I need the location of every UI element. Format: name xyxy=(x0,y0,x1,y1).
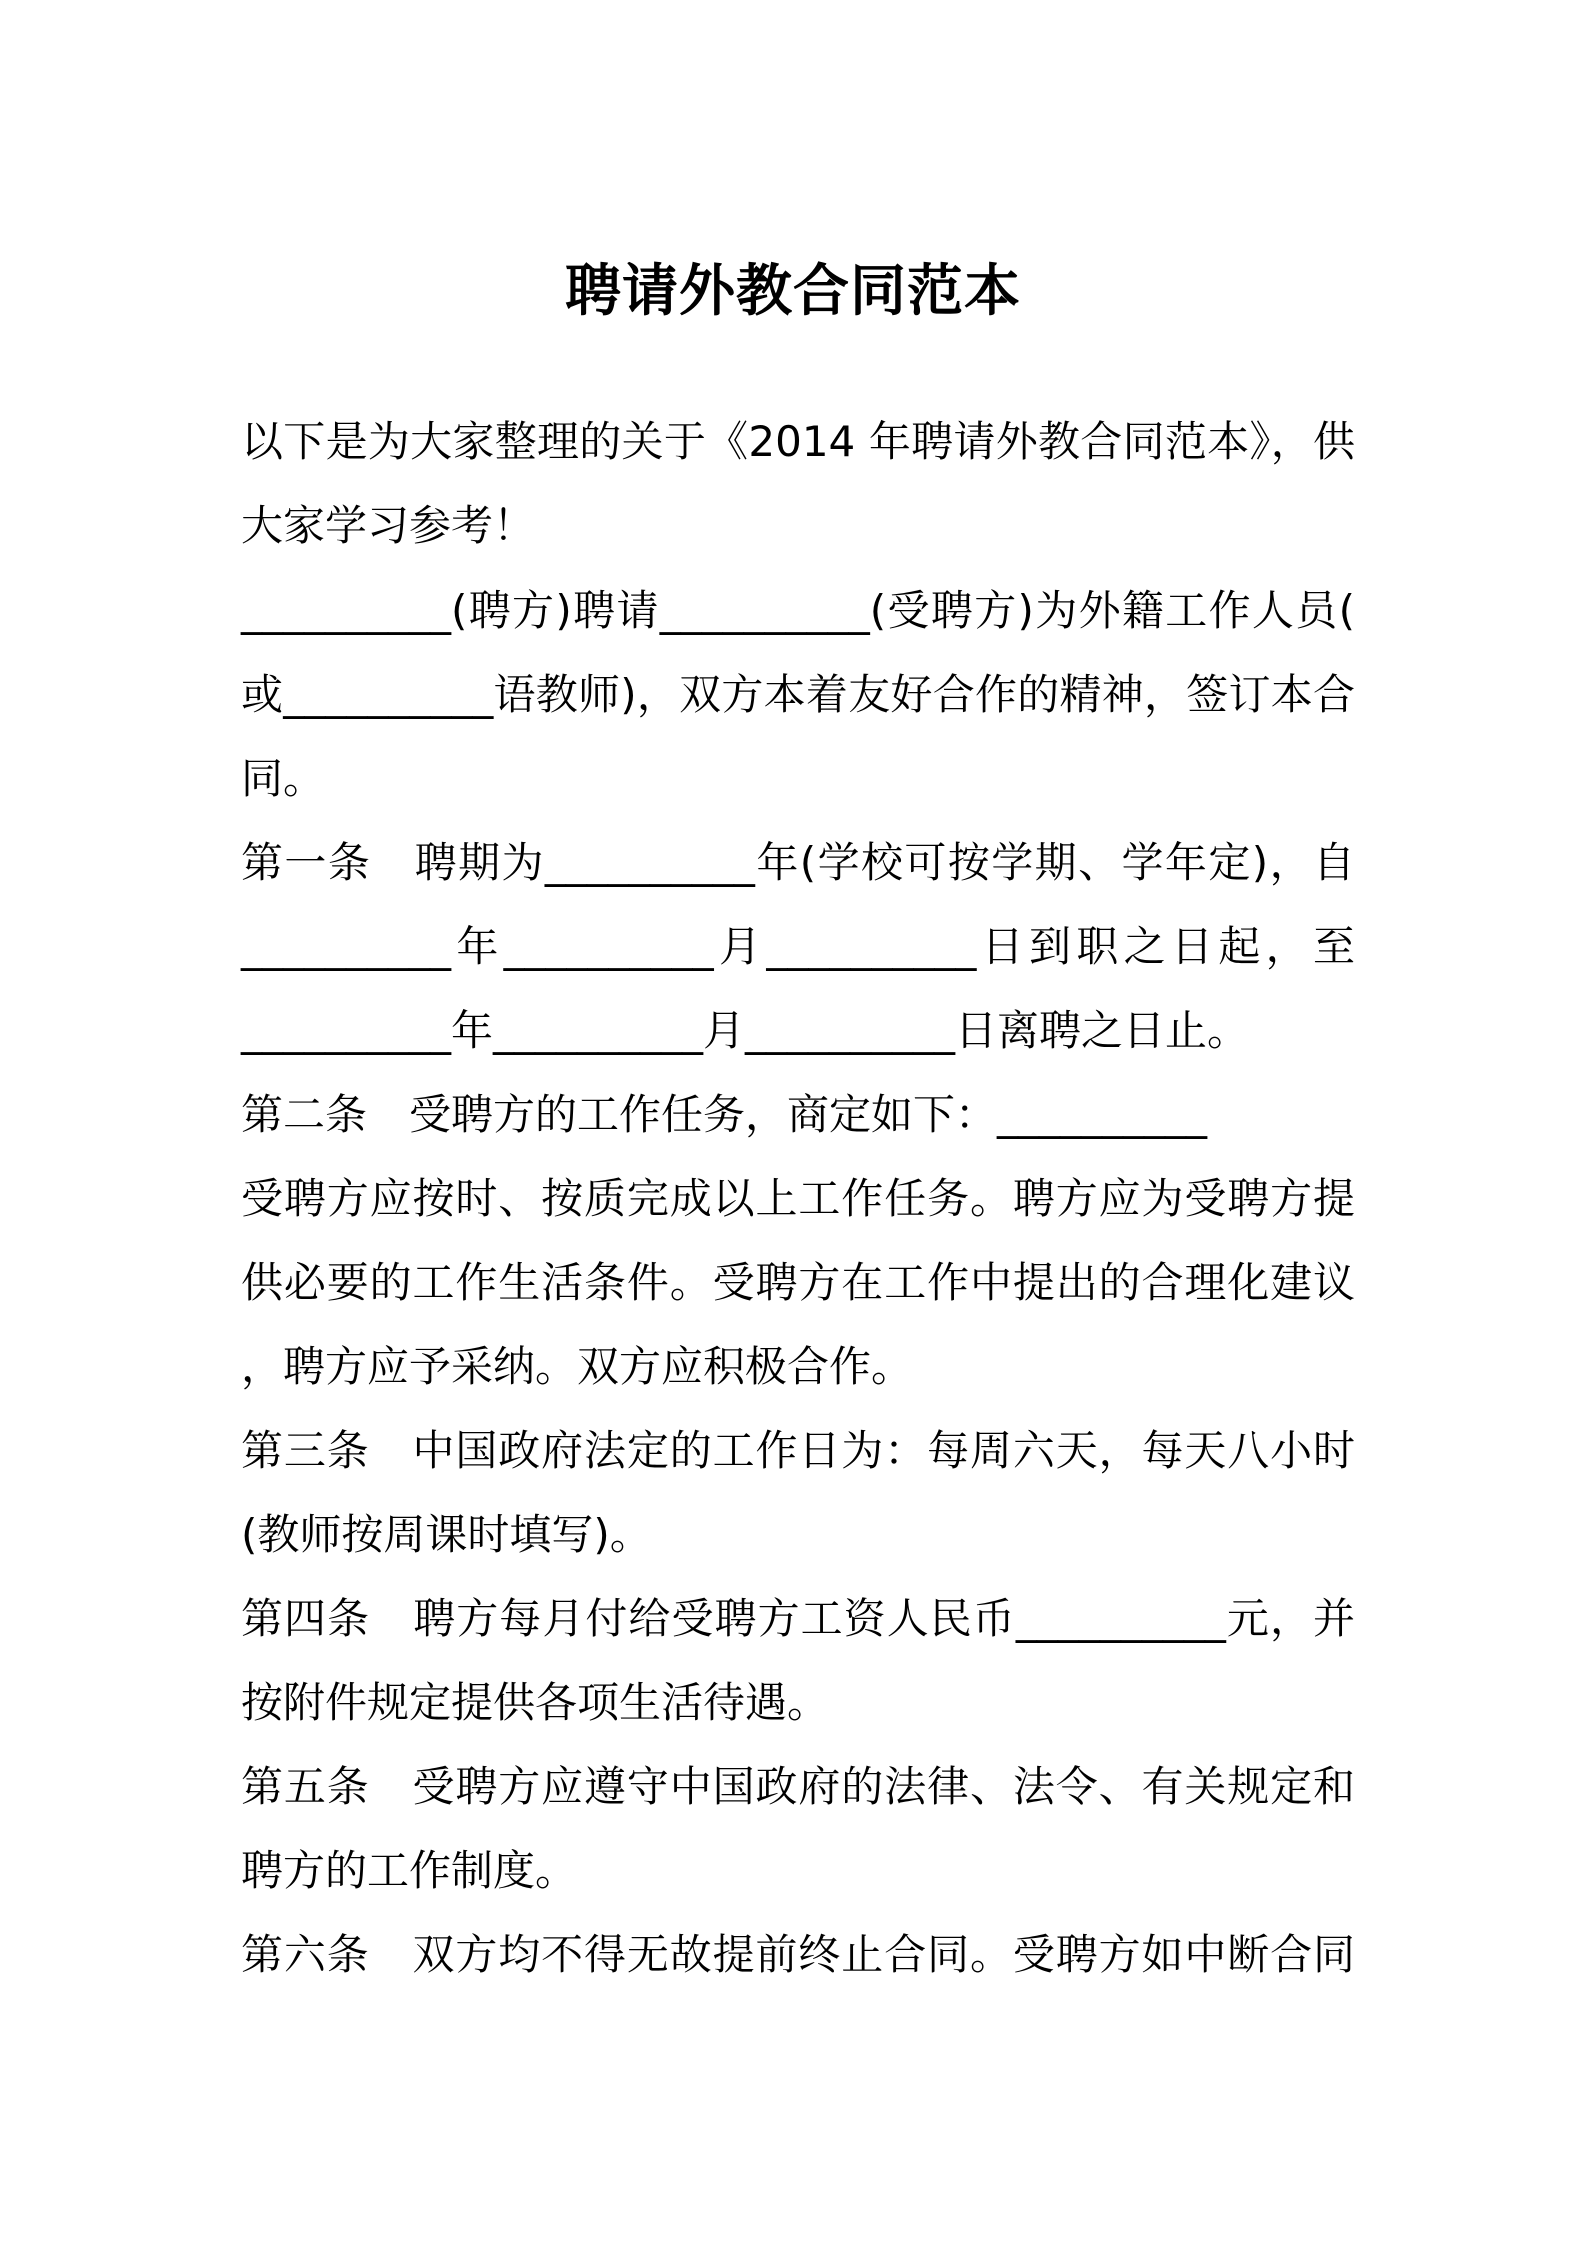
text-line: 同。 xyxy=(241,754,326,803)
text-line: 以下是为大家整理的关于《2014 年聘请外教合同范本》，供 xyxy=(241,417,1355,466)
document-title: 聘请外教合同范本 xyxy=(565,259,1021,324)
text-line: 或__________语教师)，双方本着友好合作的精神，签订本合 xyxy=(241,670,1355,719)
text-line: 第三条 中国政府法定的工作日为：每周六天，每天八小时 xyxy=(241,1426,1355,1475)
text-line: 第六条 双方均不得无故提前终止合同。受聘方如中断合同 xyxy=(241,1930,1355,1979)
text-line: 按附件规定提供各项生活待遇。 xyxy=(241,1678,830,1727)
text-line: __________年__________月__________日到职之日起，至 xyxy=(241,922,1355,971)
text-line: __________(聘方)聘请__________(受聘方)为外籍工作人员( xyxy=(241,586,1355,635)
text-line: 第一条 聘期为__________年(学校可按学期、学年定)，自 xyxy=(241,838,1355,887)
text-line: 第四条 聘方每月付给受聘方工资人民币__________元，并 xyxy=(241,1594,1355,1643)
text-line: 大家学习参考！ xyxy=(241,501,536,550)
text-line: 供必要的工作生活条件。受聘方在工作中提出的合理化建议 xyxy=(241,1258,1355,1307)
text-line: ，聘方应予采纳。双方应积极合作。 xyxy=(241,1342,914,1391)
text-line: __________年__________月__________日离聘之日止。 xyxy=(241,1006,1250,1055)
text-line: 受聘方应按时、按质完成以上工作任务。聘方应为受聘方提 xyxy=(241,1174,1355,1223)
text-line: 第五条 受聘方应遵守中国政府的法律、法令、有关规定和 xyxy=(241,1762,1355,1811)
text-line: 第二条 受聘方的工作任务，商定如下：__________ xyxy=(241,1090,1208,1139)
text-line: (教师按周课时填写)。 xyxy=(241,1510,652,1559)
text-line: 聘方的工作制度。 xyxy=(241,1846,578,1895)
